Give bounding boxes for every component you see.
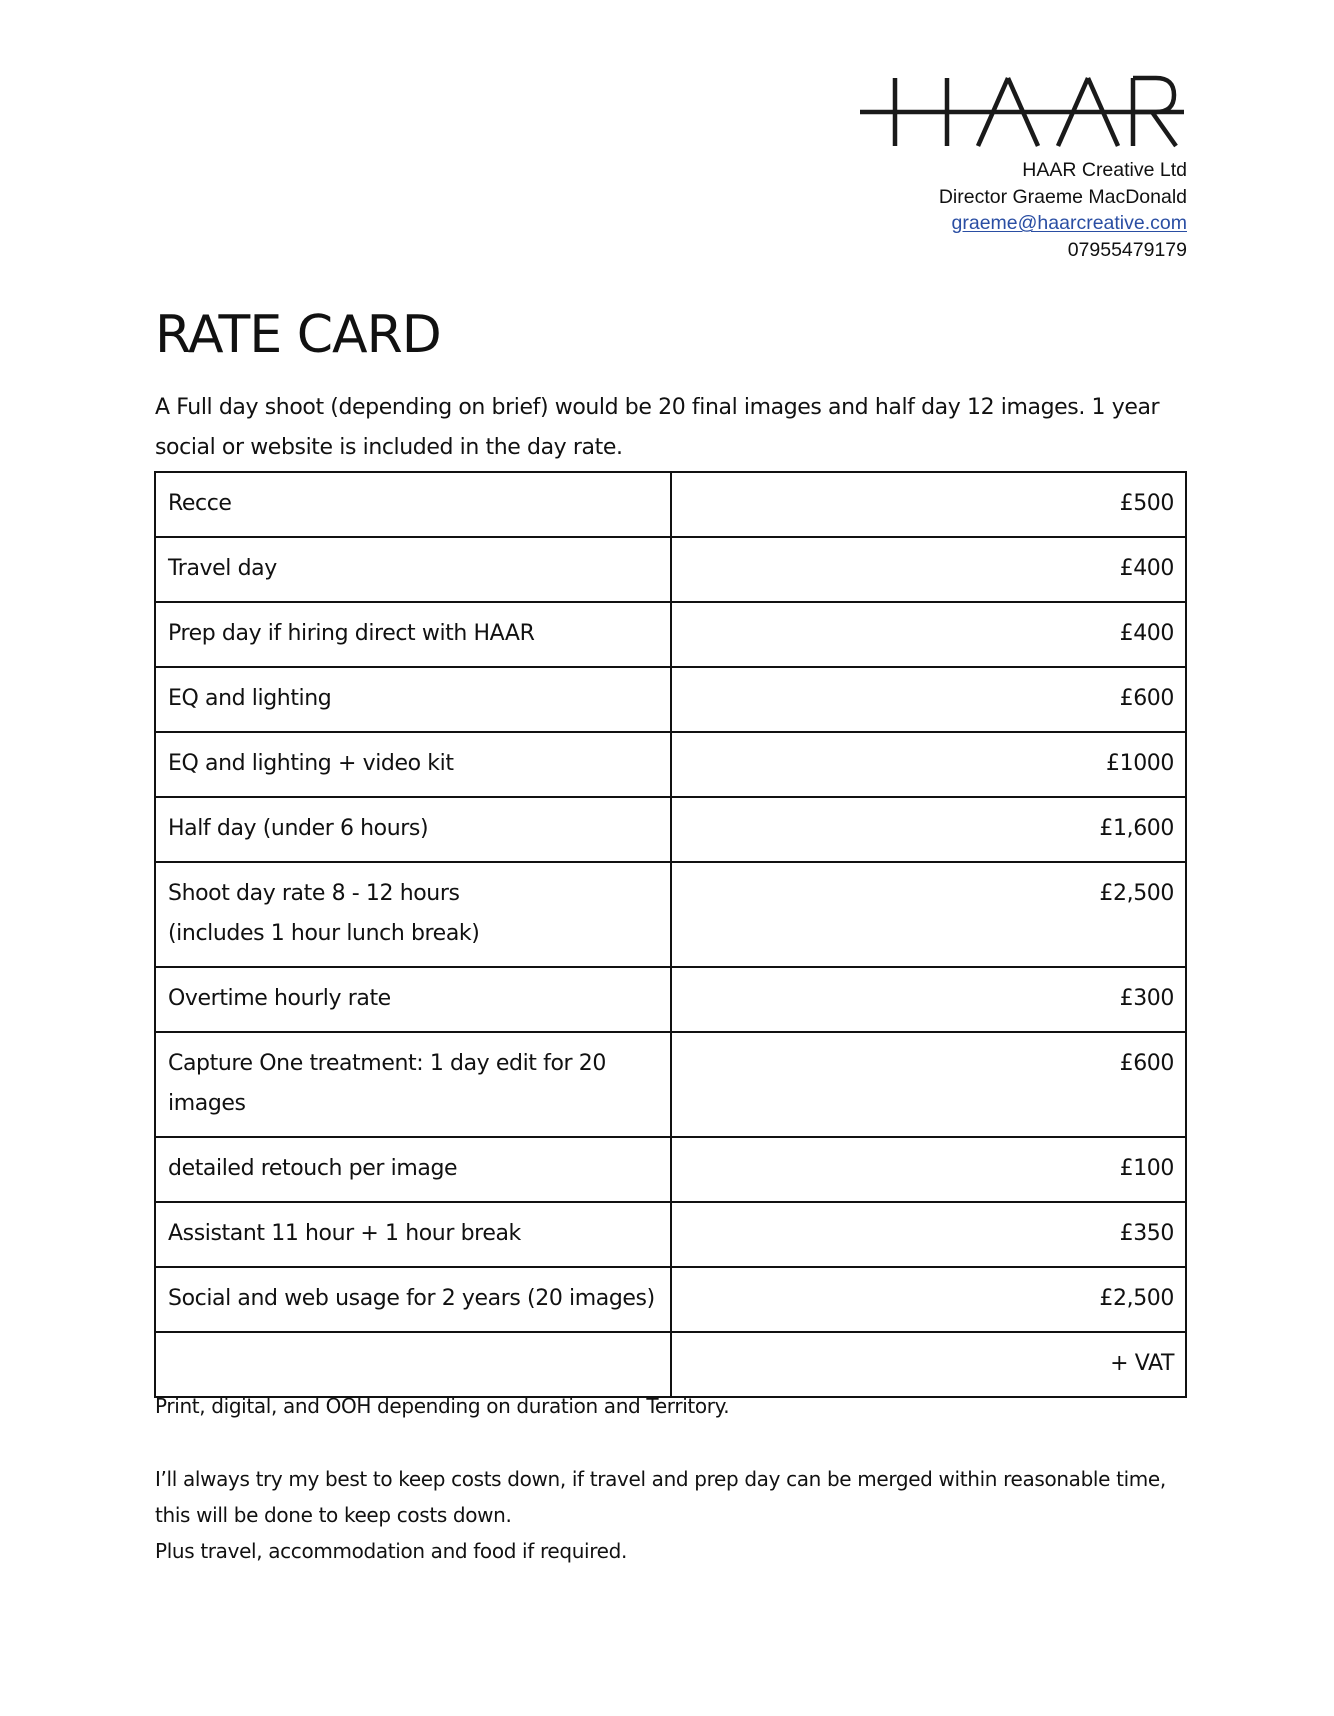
rate-price: £350	[671, 1202, 1186, 1267]
rate-item: detailed retouch per image	[155, 1137, 671, 1202]
company-details	[939, 157, 1187, 263]
rate-price: £100	[671, 1137, 1186, 1202]
company-name: HAAR Creative Ltd	[1022, 159, 1187, 181]
rate-price: £400	[671, 602, 1186, 667]
table-row	[155, 472, 1186, 537]
rate-item: Capture One treatment: 1 day edit for 20 images	[155, 1032, 671, 1137]
rate-price: £600	[671, 1032, 1186, 1137]
table-row	[155, 862, 1186, 967]
rate-price: £500	[671, 472, 1186, 537]
rate-item: Recce	[155, 472, 671, 537]
company-email-link[interactable]: graeme@haarcreative.com	[951, 212, 1187, 234]
table-row	[155, 1202, 1186, 1267]
rate-item: EQ and lighting + video kit	[155, 732, 671, 797]
table-row	[155, 967, 1186, 1032]
rate-price: £2,500	[671, 862, 1186, 967]
rate-price: £600	[671, 667, 1186, 732]
rate-price: £2,500	[671, 1267, 1186, 1332]
rate-item: Social and web usage for 2 years (20 images)	[155, 1267, 671, 1332]
table-row	[155, 1032, 1186, 1137]
notes-section	[155, 1388, 1205, 1569]
table-row	[155, 797, 1186, 862]
rate-item-main: Shoot day rate 8 - 12 hours	[168, 881, 460, 906]
rate-price: £300	[671, 967, 1186, 1032]
vat-note: + VAT	[671, 1332, 1186, 1397]
rate-price: £1000	[671, 732, 1186, 797]
rate-item: Assistant 11 hour + 1 hour break	[155, 1202, 671, 1267]
rate-item-sub: (includes 1 hour lunch break)	[168, 921, 480, 946]
rate-price: £400	[671, 537, 1186, 602]
rate-item-multiline	[155, 862, 671, 967]
usage-note: Print, digital, and OOH depending on duration and Territory.	[155, 1394, 730, 1418]
extras-note: Plus travel, accommodation and food if required.	[155, 1539, 627, 1563]
company-phone: 07955479179	[1067, 238, 1187, 261]
table-row	[155, 602, 1186, 667]
table-row	[155, 667, 1186, 732]
haar-logo-mark	[860, 68, 1186, 154]
rate-item: Prep day if hiring direct with HAAR	[155, 602, 671, 667]
rates-table	[154, 471, 1187, 1398]
company-director: Director Graeme MacDonald	[938, 185, 1187, 208]
rate-item: Overtime hourly rate	[155, 967, 671, 1032]
rate-item: Travel day	[155, 537, 671, 602]
page-title: RATE CARD	[155, 305, 441, 365]
table-row	[155, 1137, 1186, 1202]
table-row	[155, 1267, 1186, 1332]
rate-item: EQ and lighting	[155, 667, 671, 732]
rate-price: £1,600	[671, 797, 1186, 862]
haar-logo	[860, 68, 1186, 154]
intro-paragraph: A Full day shoot (depending on brief) would be 20 final images and half day 12 images. 1 year social or website is included in the day rate.	[155, 395, 1160, 460]
costs-note: I’ll always try my best to keep costs down, if travel and prep day can be merged within reasonable time, this will be done to keep costs down.	[155, 1467, 1166, 1527]
table-row	[155, 732, 1186, 797]
rate-item: Half day (under 6 hours)	[155, 797, 671, 862]
table-row	[155, 537, 1186, 602]
